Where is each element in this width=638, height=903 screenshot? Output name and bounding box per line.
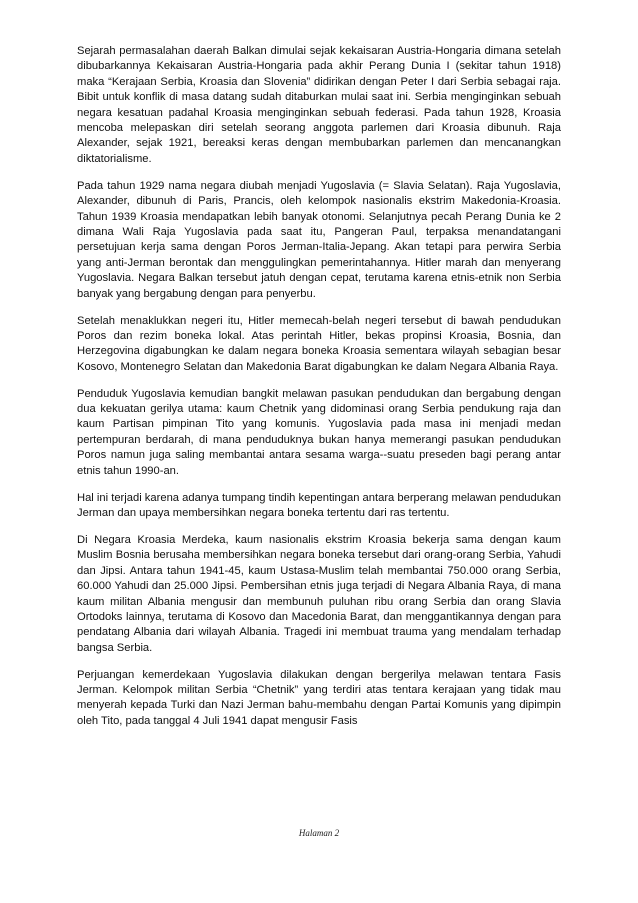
paragraph-3: Setelah menaklukkan negeri itu, Hitler memecah-belah negeri tersebut di bawah pendudukan Poros dan rezim boneka lokal. Atas perintah Hitler, bekas propinsi Kroasia, Bosnia, dan Herzegovina digabungkan ke dalam negara boneka Kroasia sementara wilayah sebagian besar Kosovo, Montenegro Selatan dan Makedonia Barat digabungkan ke dalam Negara Albania Raya. [77,314,561,373]
paragraph-6: Di Negara Kroasia Merdeka, kaum nasionalis ekstrim Kroasia bekerja sama dengan kaum Muslim Bosnia berusaha membersihkan negara boneka tersebut dari orang-orang Serbia, Yahudi dan Jipsi. Antara tahun 1941-45, kaum Ustasa-Muslim telah membantai 750.000 orang Serbia, 60.000 Yahudi dan 25.000 Jipsi. Pembersihan etnis juga terjadi di Negara Albania Raya, di mana kaum militan Albania mengusir dan membunuh puluhan ribu orang Serbia dan orang Slavia Ortodoks lainnya, terutama di Kosovo dan Macedonia Barat, dan menggantikannya dengan para pendatang Albania dari wilayah Albania. Tragedi ini membuat trauma yang mendalam terhadap bangsa Serbia. [77,533,561,654]
paragraph-7: Perjuangan kemerdekaan Yugoslavia dilakukan dengan bergerilya melawan tentara Fasis Jerman. Kelompok militan Serbia “Chetnik” yang terdiri atas tentara kerajaan yang tidak mau menyerah kepada Turki dan Nazi Jerman bahu-membahu dengan Partai Komunis yang dipimpin oleh Tito, pada tanggal 4 Juli 1941 dapat mengusir Fasis [77,668,561,727]
paragraph-5: Hal ini terjadi karena adanya tumpang tindih kepentingan antara berperang melawan pendudukan Jerman dan upaya membersihkan negara boneka tertentu dari ras tertentu. [77,491,561,519]
paragraph-2: Pada tahun 1929 nama negara diubah menjadi Yugoslavia (= Slavia Selatan). Raja Yugoslavia, Alexander, dibunuh di Paris, Prancis, oleh kelompok nasionalis ekstrim Makedonia-Kroasia. Tahun 1939 Kroasia mendapatkan lebih banyak otonomi. Selanjutnya pecah Perang Dunia ke 2 dimana Wali Raja Yugoslavia pada saat itu, Pangeran Paul, terpaksa menandatangani persetujuan kerja sama dengan Poros Jerman-Italia-Jepang. Akan tetapi para perwira Serbia yang anti-Jerman berontak dan menggulingkan pemerintahannya. Hitler marah dan menyerang Yugoslavia. Negara Balkan tersebut jatuh dengan cepat, terutama karena etnis-etnik non Serbia banyak yang bergabung dengan para penyerbu. [77,179,561,300]
paragraph-1: Sejarah permasalahan daerah Balkan dimulai sejak kekaisaran Austria-Hongaria dimana setelah dibubarkannya Kekaisaran Austria-Hongaria pada akhir Perang Dunia I (sekitar tahun 1918) maka “Kerajaan Serbia, Kroasia dan Slovenia” didirikan dengan Peter I dari Serbia sebagai raja. Bibit untuk konflik di masa datang sudah ditaburkan mulai saat ini. Serbia menginginkan sebuah negara kesatuan padahal Kroasia menginginkan sebuah federasi. Pada tahun 1928, Kroasia mencoba melepaskan diri setelah seorang anggota parlemen dari Kroasia dibunuh. Raja Alexander, sejak 1921, bereaksi keras dengan membubarkan parlemen dan mencanangkan diktatorialisme. [77,45,561,165]
paragraph-4: Penduduk Yugoslavia kemudian bangkit melawan pasukan pendudukan dan bergabung dengan dua kekuatan gerilya utama: kaum Chetnik yang didominasi orang Serbia pendukung raja dan kaum Partisan pimpinan Tito yang komunis. Yugoslavia pada masa ini menjadi medan pertempuran berdarah, di mana penduduknya bukan hanya memerangi pasukan pendudukan Poros namun juga saling membantai antara sesama warga--suatu preseden bagi perang antar etnis tahun 1990-an. [77,387,561,477]
page-footer: Halaman 2 [298,828,340,838]
document-body [77,44,561,741]
